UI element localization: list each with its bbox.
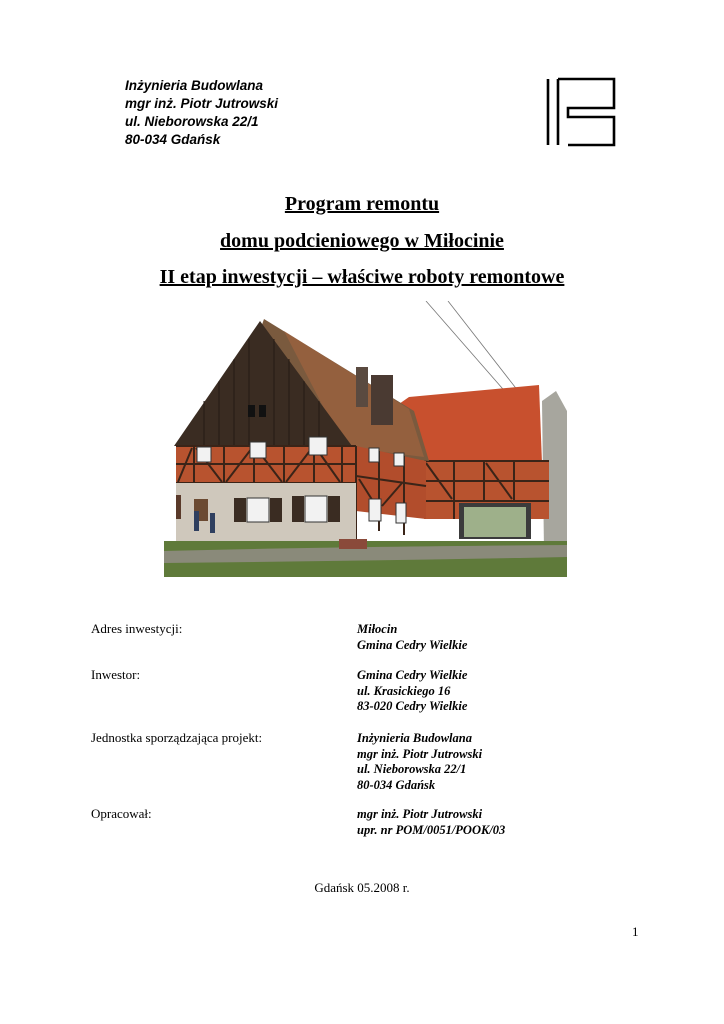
- value-line: ul. Nieborowska 22/1: [357, 762, 467, 776]
- value-line: 83-020 Cedry Wielkie: [357, 699, 468, 713]
- half-timbered-house-photo: [164, 301, 567, 577]
- label-designer: Jednostka sporządzająca projekt:: [91, 730, 263, 745]
- value-line: ul. Krasickiego 16: [357, 683, 451, 698]
- company-name: Inżynieria Budowlana: [125, 78, 264, 93]
- label-prepared-by: Opracował:: [91, 806, 152, 821]
- value-line: Miłocin: [357, 622, 398, 636]
- page-number: 1: [632, 924, 639, 939]
- value-prepared-by: [357, 807, 505, 838]
- value-line: Gmina Cedry Wielkie: [357, 637, 468, 652]
- title-line-3: II etap inwestycji – właściwe roboty remontowe: [159, 266, 565, 288]
- label-investment-address: Adres inwestycji:: [91, 621, 183, 636]
- company-street: ul. Nieborowska 22/1: [125, 114, 259, 129]
- value-investor: [357, 668, 467, 715]
- value-line: Gmina Cedry Wielkie: [357, 668, 468, 682]
- company-header: [125, 77, 278, 149]
- ib-monogram-logo-icon: [544, 76, 618, 148]
- value-investment-address: [357, 622, 467, 653]
- label-investor: Inwestor:: [91, 667, 141, 682]
- company-city: 80-034 Gdańsk: [125, 132, 221, 147]
- place-date: Gdańsk 05.2008 r.: [314, 880, 410, 895]
- value-line: 80-034 Gdańsk: [357, 777, 436, 792]
- value-line: upr. nr POM/0051/POOK/03: [357, 822, 506, 837]
- title-line-2: domu podcieniowego w Miłocinie: [220, 230, 504, 252]
- value-line: Inżynieria Budowlana: [357, 731, 472, 745]
- title-line-1: Program remontu: [284, 193, 440, 215]
- value-line: mgr inż. Piotr Jutrowski: [357, 807, 483, 821]
- value-designer: [357, 731, 482, 793]
- company-owner: mgr inż. Piotr Jutrowski: [125, 96, 279, 111]
- value-line: mgr inż. Piotr Jutrowski: [357, 746, 483, 761]
